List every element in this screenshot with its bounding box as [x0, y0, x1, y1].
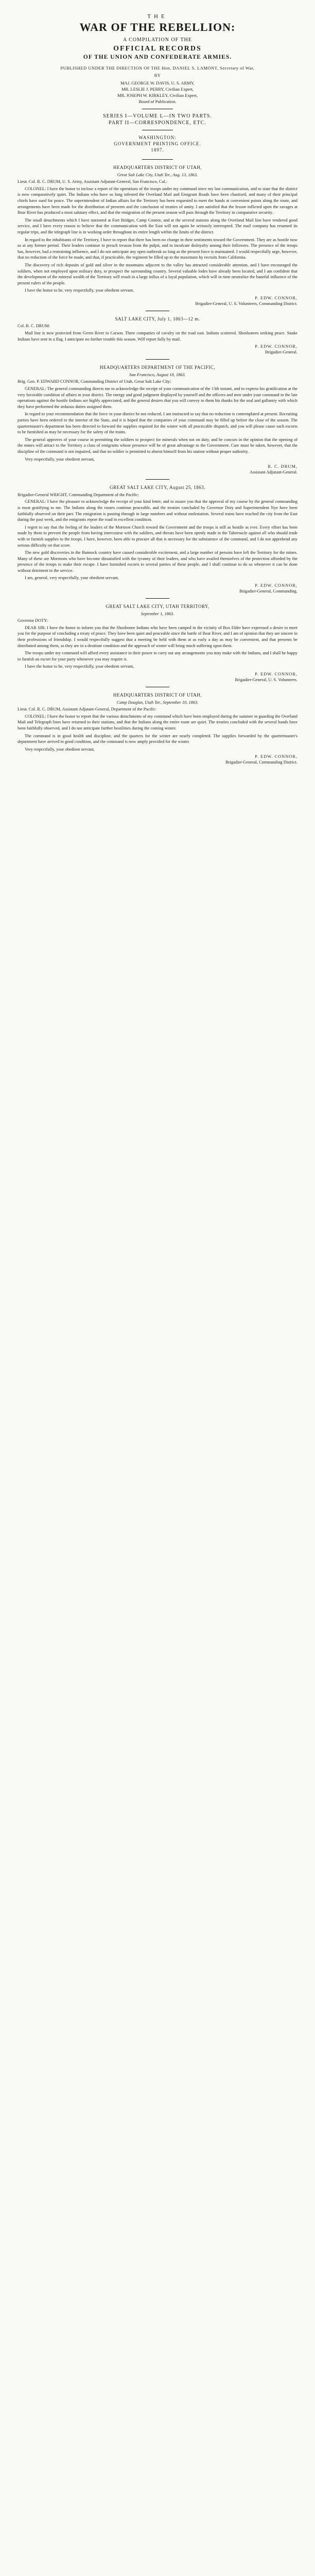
document-paragraph: Mail line is now protected from Green River to Carson. Three companies of cavalry on the road east. Indians scattered. Shoshonees seeking peace. Snake Indians have sent in a flag. I anticipate no further trouble this season. Will report fully by mail. — [18, 331, 297, 342]
document-paragraph: GENERAL: I have the pleasure to acknowledge the receipt of your kind letter, and to assure you that the approval of my course by the general commanding is most gratifying to me. The Indians along the routes continue peaceable, and the treaties concluded by Governor Doty and Superintendent Nye have been faithfully observed on their part. The emigration is passing through in large numbers and without molestation. Several trains have reached the city from the East during the past week, and the emigrants report the road in excellent condition. — [18, 499, 297, 522]
published-line: PUBLISHED UNDER THE DIRECTION OF THE Hon. DANIEL S. LAMONT, Secretary of War, — [60, 65, 255, 71]
imprint-place: WASHINGTON: — [138, 135, 177, 140]
part-line: PART II—CORRESPONDENCE, ETC. — [109, 120, 206, 126]
correspondence-document — [18, 316, 297, 355]
correspondence-document — [18, 692, 297, 765]
document-paragraph: The troops under my command will afford every assistance in their power to carry out any arrangements you may make with the Indians, and I shall be happy to furnish an escort for your party whenever you may require it. — [18, 651, 297, 662]
by-line: BY — [154, 73, 161, 78]
signature-name: P. EDW. CONNOR, — [255, 754, 297, 759]
board-member: MR. LESLIE J. PERRY, Civilian Expert, — [121, 87, 194, 92]
series-line: SERIES I—VOLUME L—IN TWO PARTS. — [103, 113, 212, 119]
document-address: Lieut. Col. R. C. DRUM, Assistant Adjutant-General, Department of the Pacific: — [18, 707, 157, 712]
signature-name: P. EDW. CONNOR, — [255, 344, 297, 349]
correspondence-document — [18, 165, 297, 307]
title-page — [18, 13, 297, 160]
divider — [146, 359, 169, 360]
document-heading: HEADQUARTERS DISTRICT OF UTAH, — [113, 692, 202, 698]
document-heading: GREAT SALT LAKE CITY, August 25, 1863. — [110, 485, 205, 490]
signature-name: P. EDW. CONNOR, — [255, 672, 297, 676]
board-label: Board of Publication. — [138, 99, 177, 104]
document-address: Brigadier-General WRIGHT, Commanding Department of the Pacific: — [18, 492, 139, 497]
document-address: Lieut. Col. R. C. DRUM, U. S. Army, Assistant Adjutant-General, San Francisco, Cal.: — [18, 179, 167, 184]
board-member: MAJ. GEORGE W. DAVIS, U. S. ARMY, — [120, 80, 195, 86]
signature-rank: Brigadier-General. — [265, 350, 297, 355]
document-paragraph: Very respectfully, your obedient servant, — [25, 456, 95, 462]
document-paragraph: The small detachments which I have stationed at Fort Bridger, Camp Connor, and at the several stations along the Overland Mail line have rendered good service, and I have every reason to believe that the communication with the East will not again be seriously interrupted. The mail company has resumed its regular trips, and the telegraph line is in working order throughout its entire length within the limits of the district. — [18, 217, 297, 234]
document-signature — [18, 583, 297, 594]
divider — [146, 479, 169, 480]
document-paragraph: The general approves of your course in permitting the soldiers to prospect for minerals when not on duty, and he concurs in the opinion that the opening of the mines will attract to the Territory a class of emigrants whose presence will be of great advantage to the Government. Care must be taken, however, that the discipline of the command is not impaired, and that no soldier is permitted to absent himself from his station without proper authority. — [18, 437, 297, 454]
document-paragraph: The new gold discoveries in the Bannock country have caused considerable excitement, and a large number of persons have left the Territory for the mines. Many of these are Mormons who have become dissatisfied with the tyranny of their leaders, and who have availed themselves of the protection afforded by the presence of the troops to make their escape. I have furnished escorts to several parties of these people, and I shall continue to do so whenever it can be done without detriment to the service. — [18, 550, 297, 573]
document-signature — [18, 344, 297, 355]
document-paragraph: I have the honor to be, very respectfully, your obedient servant, — [25, 664, 134, 669]
signature-rank: Brigadier-General, Commanding. — [239, 589, 297, 594]
signature-name: P. EDW. CONNOR, — [255, 295, 297, 300]
document-signature — [18, 295, 297, 307]
divider — [146, 598, 169, 599]
document-heading: SALT LAKE CITY, July 1, 1863—12 m. — [115, 316, 200, 321]
signature-name: R. C. DRUM, — [268, 464, 297, 469]
divider — [142, 159, 173, 160]
compilation-line: A COMPILATION OF THE — [123, 37, 192, 43]
document-heading: GREAT SALT LAKE CITY, UTAH TERRITORY, — [106, 604, 209, 609]
document-signature — [18, 671, 297, 683]
document-paragraph: DEAR SIR: I have the honor to inform you that the Shoshonee Indians who have been camped in the vicinity of Box Elder have expressed a desire to meet you for the purpose of concluding a treaty of peace. They have been quiet and peaceable since the battle of Bear River, and I am of opinion that they are sincere in their professions of friendship. I would respectfully suggest that a meeting be held with them at as early a day as may be convenient, and that presents be distributed among them, as they are in a destitute condition and the approach of winter will bring much suffering upon them. — [18, 625, 297, 648]
document-paragraph: COLONEL: I have the honor to inclose a report of the operations of the troops under my command since my last communication, and to state that the district is now comparatively quiet. The Indians who have so long infested the Overland Mail and Emigrant Roads have been chastised, and many of their principal chiefs have sued for peace. The superintendent of Indian affairs for the Territory has been requested to meet the bands at convenient points along the route, and arrangements have been made for the distribution of presents and the conclusion of treaties of amity. I am satisfied that the lesson inflicted upon the savages at Bear River has produced a most salutary effect, and that the emigration of the present season will pass through the Territory in comparative security. — [18, 186, 297, 215]
board-of-publication — [18, 80, 297, 105]
document-address: Brig. Gen. P. EDWARD CONNOR, Commanding District of Utah, Great Salt Lake City: — [18, 379, 171, 384]
document-paragraph: I regret to say that the feeling of the leaders of the Mormon Church toward the Government and the troops is still as hostile as ever. Every effort has been made by them to prevent the people from having intercourse with the soldiers, and threats have been openly made in the Tabernacle against all who should trade with or furnish supplies to the troops. I have, however, been able to procure all that is necessary for the subsistence of the command, and I do not apprehend any serious difficulty on that score. — [18, 524, 297, 548]
imprint — [18, 134, 297, 153]
signature-rank: Brigadier-General, U. S. Volunteers. — [235, 677, 297, 682]
document-place-date: Great Salt Lake City, Utah Ter., Aug. 13, 1863. — [117, 172, 198, 177]
correspondence-document — [18, 485, 297, 594]
document-signature — [18, 464, 297, 475]
title-the: THE — [147, 13, 168, 20]
signature-rank: Assistant Adjutant-General. — [249, 470, 297, 475]
signature-name: P. EDW. CONNOR, — [255, 583, 297, 588]
document-heading: HEADQUARTERS DEPARTMENT OF THE PACIFIC, — [99, 365, 216, 370]
document-place-date: San Francisco, August 18, 1863. — [129, 372, 186, 377]
union-confederate-line: OF THE UNION AND CONFEDERATE ARMIES. — [83, 54, 232, 60]
document-address: Governor DOTY: — [18, 618, 48, 623]
official-records-line: OFFICIAL RECORDS — [113, 45, 202, 53]
document-heading: HEADQUARTERS DISTRICT OF UTAH, — [113, 165, 202, 170]
document-paragraph: COLONEL: I have the honor to report that the various detachments of my command which have been employed during the summer in guarding the Overland Mail and Telegraph lines have returned to their stations, and that the Indians along the entire route are quiet. The treaties concluded with the several bands have been faithfully observed, and I do not anticipate further hostilities during the coming winter. — [18, 714, 297, 731]
board-member: MR. JOSEPH W. KIRKLEY, Civilian Expert, — [117, 93, 198, 98]
signature-rank: Brigadier-General, Commanding District. — [225, 760, 297, 765]
document-address: Col. R. C. DRUM: — [18, 324, 50, 329]
document-place-date: September 1, 1863. — [141, 611, 174, 616]
document-place-date: Camp Douglas, Utah Ter., September 10, 1863. — [116, 700, 199, 705]
document-paragraph: GENERAL: The general commanding directs me to acknowledge the receipt of your communication of the 13th instant, and to express his gratification at the very favorable condition of affairs in your district. The energy and good judgment displayed by yourself and the officers and men under your command in the late operations against the hostile Indians are highly appreciated, and the general desires that you will convey to them his thanks for the zeal and gallantry with which they have performed the arduous duties assigned them. — [18, 386, 297, 409]
document-paragraph: I am, general, very respectfully, your obedient servant, — [25, 575, 119, 581]
imprint-office: GOVERNMENT PRINTING OFFICE. — [114, 141, 201, 146]
document-paragraph: I have the honor to be, very respectfully, your obedient servant, — [25, 288, 134, 293]
document-signature — [18, 754, 297, 765]
document-paragraph: The discovery of rich deposits of gold and silver in the mountains adjacent to the valley has attracted considerable attention, and I have encouraged the soldiers, when not employed upon military duty, to prospect the surrounding country. Several valuable lodes have already been located, and I am confident that the development of the mineral wealth of the Territory will result in a large influx of a loyal population, which will in time neutralize the baneful influence of the present rulers of the people. — [18, 262, 297, 285]
document-paragraph: Very respectfully, your obedient servant, — [25, 747, 95, 752]
correspondence-document — [18, 604, 297, 683]
document-paragraph: In regard to the inhabitants of the Territory, I have to report that there has been no change in their sentiments toward the Government. They are as hostile now as at any former period. Their leaders continue to preach treason from the pulpit, and to inculcate disloyalty among their followers. The presence of the troops has, however, had a restraining influence, and I do not anticipate any open outbreak so long as the present force is maintained. I would respectfully urge, however, that no reduction of the force be made, and that, if practicable, the regiment be filled up to the maximum by recruits from California. — [18, 237, 297, 260]
document-paragraph: The command is in good health and discipline, and the quarters for the winter are nearly completed. The supplies forwarded by the quartermaster's department have arrived in good condition, and the command is now amply provided for the winter. — [18, 733, 297, 744]
book-title: WAR OF THE REBELLION: — [79, 21, 236, 33]
document-paragraph: In regard to your recommendation that the force in your district be not reduced, I am instructed to say that no reduction is contemplated at present. Recruiting parties have been ordered to the interior of the State, and it is hoped that the companies of your command may be filled up before the close of the season. The quartermaster's department has been directed to forward the supplies required for the winter with all practicable dispatch, and you will please cause such escorts to be furnished as may be necessary for the safety of the trains. — [18, 412, 297, 435]
imprint-year: 1897. — [151, 147, 164, 152]
correspondence-document — [18, 365, 297, 475]
signature-rank: Brigadier-General, U. S. Volunteers, Commanding District. — [195, 301, 297, 306]
